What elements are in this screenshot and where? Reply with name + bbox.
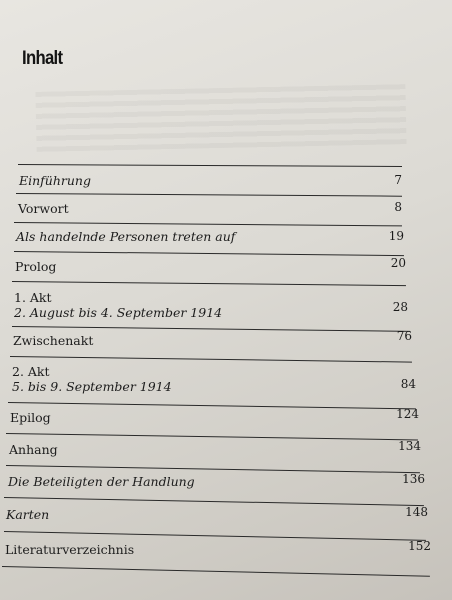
- divider-rule: [14, 222, 402, 226]
- toc-entry-title: [15, 259, 56, 274]
- toc-entry-title: [6, 507, 49, 522]
- toc-entry-line: Zwischenakt: [13, 333, 94, 348]
- page-title: Inhalt: [22, 48, 63, 69]
- toc-page-number: 136: [402, 472, 425, 486]
- toc-entry-line: Epilog: [10, 410, 51, 425]
- divider-rule: [12, 326, 410, 332]
- toc-page-number: 84: [400, 377, 416, 391]
- toc-entry-line: Literaturverzeichnis: [5, 542, 135, 557]
- divider-rule: [4, 497, 424, 506]
- toc-entry-line: Anhang: [9, 442, 58, 457]
- divider-rule: [10, 356, 412, 363]
- toc-entry-title: [5, 542, 134, 557]
- toc-entry-line: Die Beteiligten der Handlung: [8, 474, 195, 489]
- toc-entry-title: [10, 410, 51, 425]
- toc-entry-title: [19, 173, 91, 188]
- toc-entry-line: Als handelnde Personen treten auf: [16, 229, 236, 244]
- toc-entry-title: [14, 290, 222, 320]
- toc-page-number: 20: [390, 256, 406, 270]
- toc-page-number: 76: [396, 329, 412, 343]
- toc-page-number: 8: [394, 200, 402, 214]
- toc-entry-title: [16, 229, 235, 244]
- divider-rule: [18, 164, 402, 167]
- toc-page-number: 148: [405, 505, 428, 519]
- toc-entry-line: Prolog: [15, 259, 57, 274]
- divider-rule: [14, 251, 404, 256]
- toc-entry-line: 2. Akt: [12, 364, 50, 379]
- toc-entry-title: [12, 364, 172, 394]
- toc-page-number: 124: [396, 407, 419, 421]
- toc-entry-title: [18, 201, 69, 216]
- toc-page-number: 19: [388, 229, 404, 243]
- divider-rule: [4, 531, 426, 541]
- toc-entry-subline: 2. August bis 4. September 1914: [14, 305, 223, 320]
- toc-entry-subline: 5. bis 9. September 1914: [12, 379, 172, 394]
- toc-page-number: 134: [398, 439, 421, 453]
- toc-entry-title: [9, 442, 58, 457]
- toc-entry-title: [8, 474, 195, 489]
- toc-entry-title: [13, 333, 93, 348]
- divider-rule: [2, 566, 430, 577]
- toc-entry-line: Vorwort: [18, 201, 69, 216]
- divider-rule: [8, 402, 416, 409]
- toc-page-number: 28: [392, 300, 408, 314]
- divider-rule: [16, 193, 402, 197]
- toc-entry-line: Karten: [6, 507, 50, 522]
- divider-rule: [6, 465, 420, 473]
- toc-page-number: 7: [394, 173, 402, 187]
- toc-entry-line: 1. Akt: [14, 290, 52, 305]
- divider-rule: [12, 281, 406, 286]
- toc-entry-line: Einführung: [19, 173, 91, 188]
- divider-rule: [6, 433, 418, 440]
- toc-page-number: 152: [408, 539, 431, 553]
